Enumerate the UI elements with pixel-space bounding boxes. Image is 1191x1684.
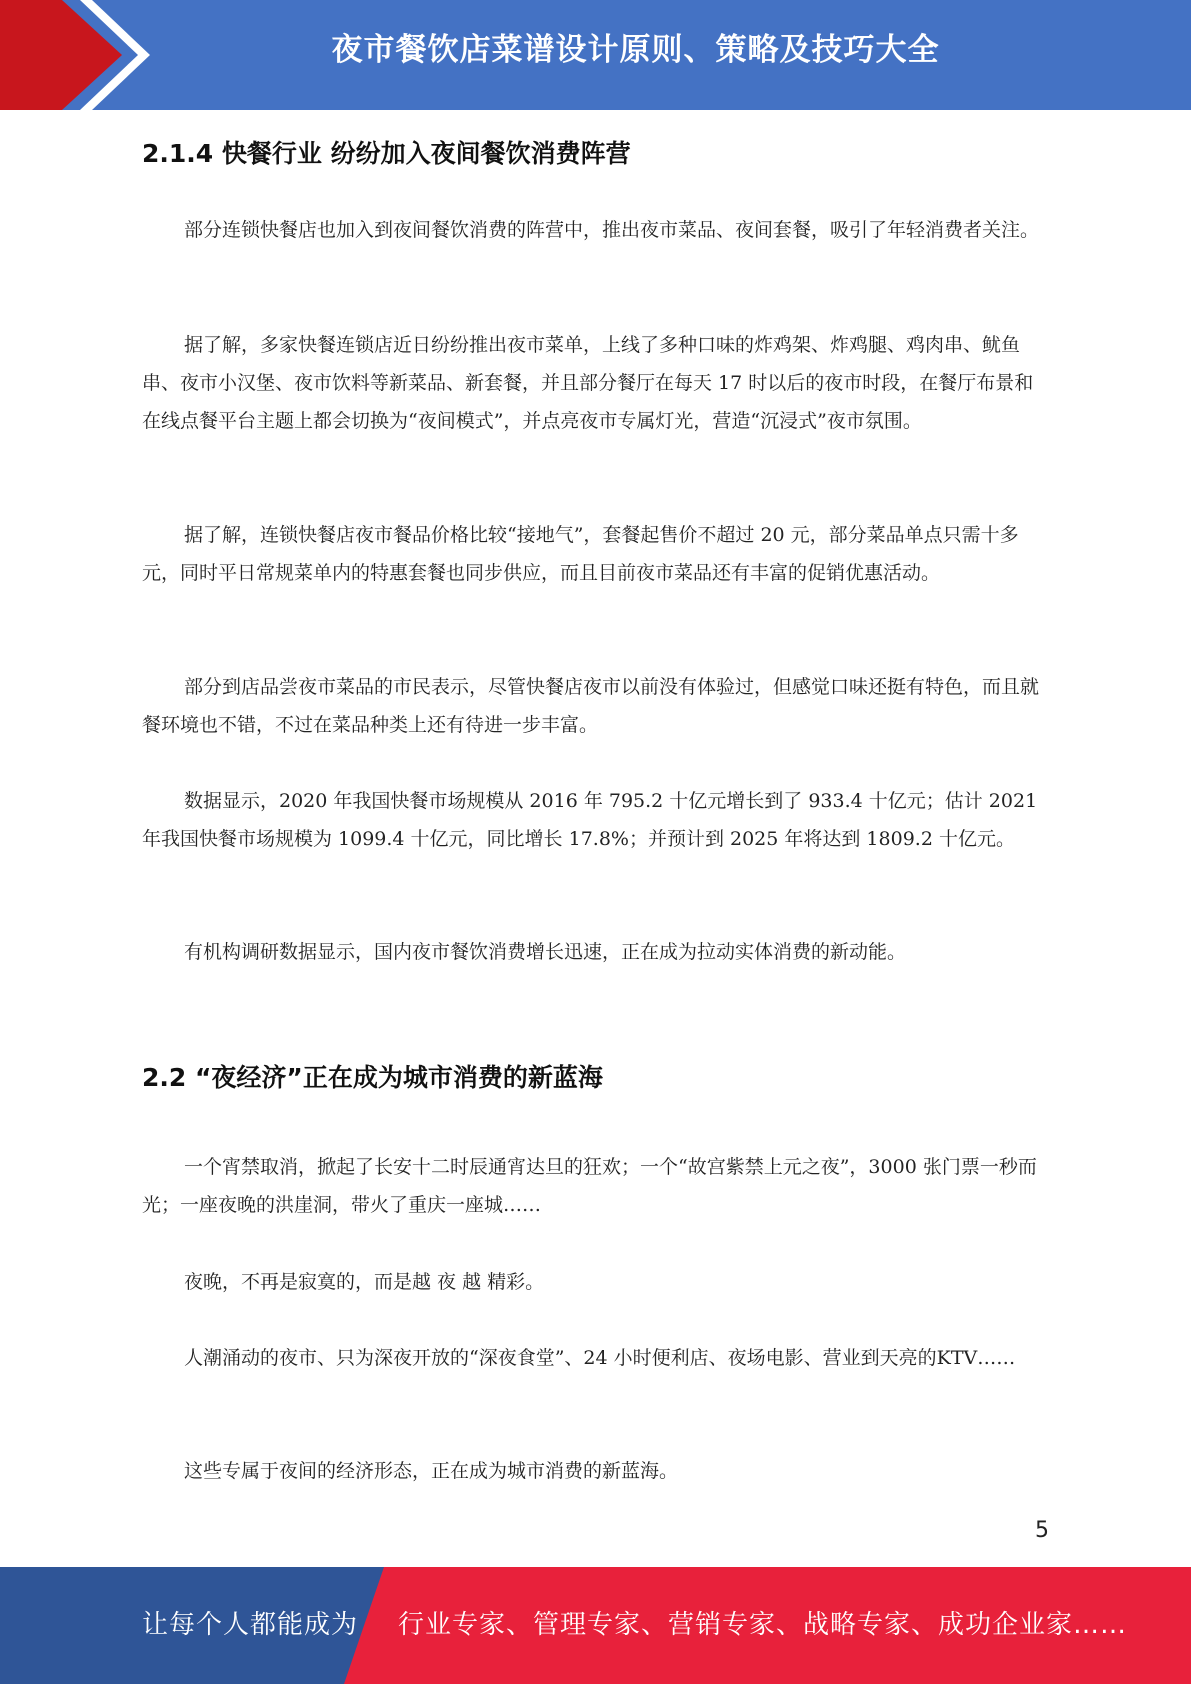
paragraph: 据了解，多家快餐连锁店近日纷纷推出夜市菜单，上线了多种口味的炸鸡架、炸鸡腿、鸡肉串、鱿鱼串、夜市小汉堡、夜市饮料等新菜品、新套餐，并且部分餐厅在每天 17 时以后的夜市时段，在餐厅布景和在线点餐平台主题上都会切换为“夜间模式”，并点亮夜市专属灯光，营造“沉浸式”夜市氛围。 — [142, 334, 1034, 432]
paragraph: 夜晚，不再是寂寞的，而是越 夜 越 精彩。 — [184, 1271, 545, 1293]
paragraph: 部分连锁快餐店也加入到夜间餐饮消费的阵营中，推出夜市菜品、夜间套餐，吸引了年轻消费者关注。 — [184, 219, 1040, 241]
section-heading-2-1-4: 2.1.4 快餐行业 纷纷加入夜间餐饮消费阵营 — [142, 139, 631, 168]
footer-slogan-left: 让每个人都能成为 — [142, 1610, 359, 1640]
footer-banner — [0, 1567, 1191, 1684]
paragraph: 人潮涌动的夜市、只为深夜开放的“深夜食堂”、24 小时便利店、夜场电影、营业到天亮的KTV…… — [184, 1347, 1016, 1369]
header-arrow-icon — [0, 0, 160, 110]
page-number: 5 — [1035, 1518, 1049, 1543]
footer-slogan-right: 行业专家、管理专家、营销专家、战略专家、成功企业家…… — [398, 1610, 1128, 1640]
paragraph: 这些专属于夜间的经济形态，正在成为城市消费的新蓝海。 — [184, 1460, 679, 1482]
document-title: 夜市餐饮店菜谱设计原则、策略及技巧大全 — [331, 32, 940, 68]
paragraph: 据了解，连锁快餐店夜市餐品价格比较“接地气”，套餐起售价不超过 20 元，部分菜品单点只需十多元，同时平日常规菜单内的特惠套餐也同步供应，而且目前夜市菜品还有丰富的促销优惠活动。 — [142, 524, 1019, 584]
paragraph: 部分到店品尝夜市菜品的市民表示，尽管快餐店夜市以前没有体验过，但感觉口味还挺有特色，而且就餐环境也不错，不过在菜品种类上还有待进一步丰富。 — [142, 676, 1040, 736]
paragraph: 一个宵禁取消，掀起了长安十二时辰通宵达旦的狂欢；一个“故宫紫禁上元之夜”，3000 张门票一秒而光；一座夜晚的洪崖洞，带火了重庆一座城…… — [142, 1156, 1037, 1216]
paragraph: 有机构调研数据显示，国内夜市餐饮消费增长迅速，正在成为拉动实体消费的新动能。 — [184, 941, 907, 963]
section-heading-2-2: 2.2 “夜经济”正在成为城市消费的新蓝海 — [142, 1063, 603, 1092]
header-banner — [0, 0, 1191, 110]
paragraph: 数据显示，2020 年我国快餐市场规模从 2016 年 795.2 十亿元增长到了 933.4 十亿元；估计 2021 年我国快餐市场规模为 1099.4 十亿元，同比增长 17.8%；并预计到 2025 年将达到 1809.2 十亿元。 — [142, 790, 1038, 850]
